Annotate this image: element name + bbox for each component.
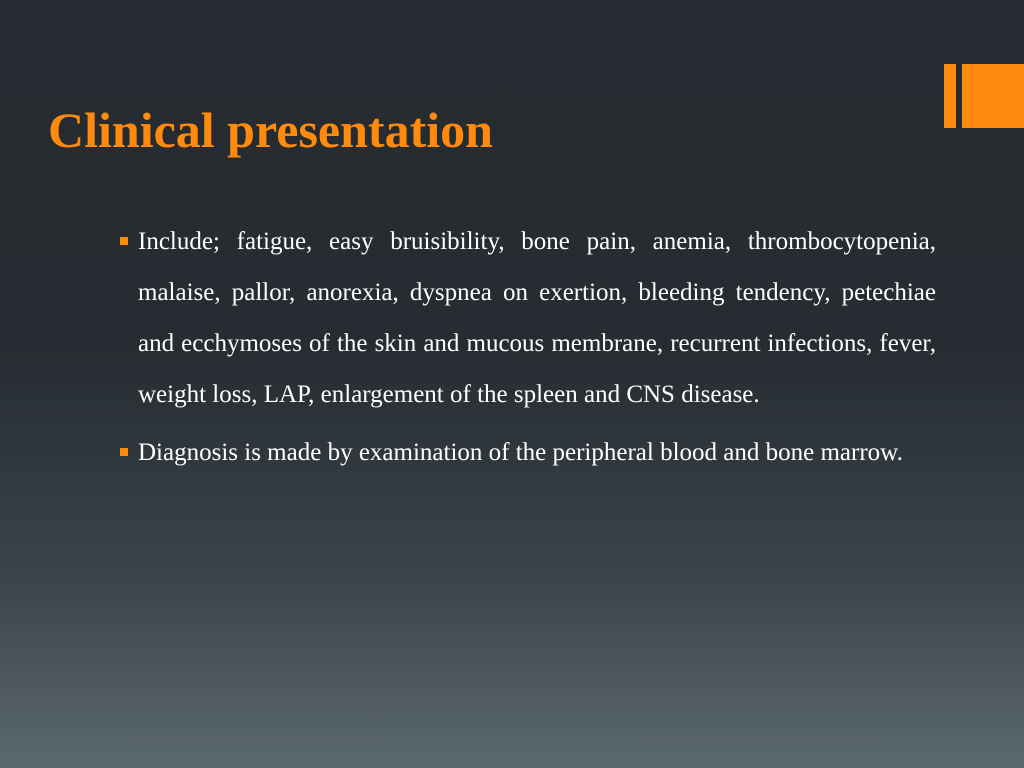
- bullet-item: [138, 427, 936, 478]
- bullet-text: Diagnosis is made by examination of the peripheral blood and bone marrow.: [138, 439, 903, 466]
- bullet-item: [138, 216, 936, 420]
- accent-bar-thin: [944, 64, 956, 128]
- bullet-list: [138, 216, 936, 485]
- accent-bar-thick: [962, 64, 1024, 128]
- bullet-text: Include; fatigue, easy bruisibility, bone pain, anemia, thrombocytopenia, malaise, pallor, anorexia, dyspnea on exertion, bleeding tendency, petechiae and ecchymoses of the skin and mucous membrane, recurrent infections, fever, weight loss, LAP, enlargement of the spleen and CNS disease.: [138, 228, 936, 408]
- square-bullet-icon: [120, 448, 128, 456]
- slide-title: Clinical presentation: [48, 102, 493, 158]
- square-bullet-icon: [120, 237, 128, 245]
